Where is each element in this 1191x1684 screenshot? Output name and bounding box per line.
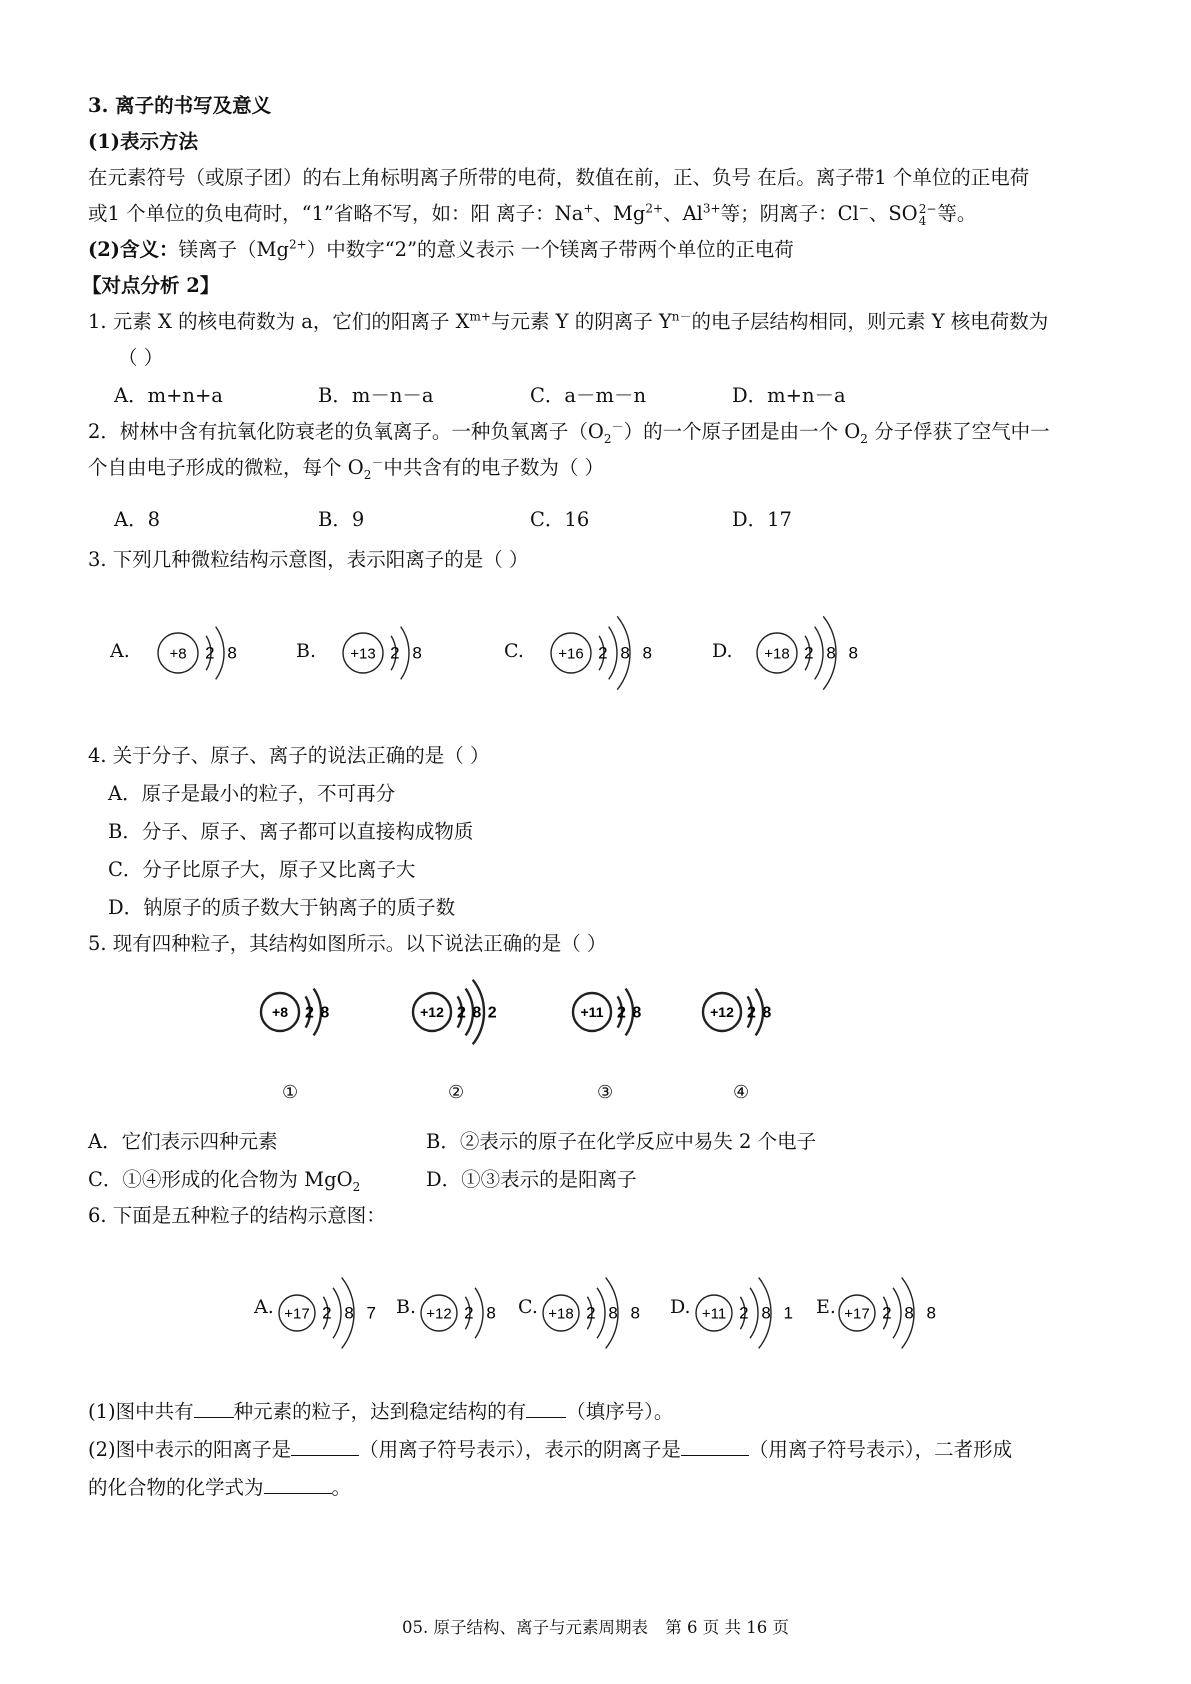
nucleus-charge: +11 [580, 1004, 604, 1021]
diagram-number: ① [282, 1082, 299, 1103]
section-title: 3. 离子的书写及意义 [88, 94, 272, 117]
nucleus-charge: +12 [426, 1305, 452, 1323]
atom-structure-diagram [548, 588, 668, 718]
fill-blank[interactable] [194, 1399, 234, 1418]
atom-structure-diagram [258, 964, 368, 1060]
diagram-number: ② [448, 1082, 465, 1103]
diagram-option-label: D. [712, 640, 733, 662]
paragraph-line: 或1 个单位的负电荷时，“1”省略不写，如：阳 离子：Na+、$Mg^{2+}$、$Al^{3+}$等；阴离子：Cl−、SO 2− 4 等。 [88, 201, 977, 228]
diagram-option-label: E. [816, 1296, 836, 1318]
nucleus-charge: +12 [710, 1004, 734, 1021]
option-c[interactable]: C．①④形成的化合物为 MgO$_2$ [88, 1168, 361, 1194]
atom-structure-diagram [570, 964, 680, 1060]
question-3: 3. 下列几种微粒结构示意图，表示阳离子的是（ ） [88, 548, 529, 571]
diagram-number: ④ [733, 1082, 750, 1103]
answer-paren: （ ） [118, 346, 164, 369]
option-b[interactable]: B．分子、原子、离子都可以直接构成物质 [108, 820, 474, 843]
electron-counts: 2 8 [390, 643, 426, 663]
option-c[interactable]: C．16 [530, 508, 590, 531]
atom-structure-diagram [836, 1250, 956, 1376]
footer-doc-title: 05. 原子结构、离子与元素周期表 [402, 1618, 649, 1637]
electron-counts: 2 8 [617, 1004, 643, 1022]
electron-counts: 2 8 [464, 1303, 500, 1323]
nucleus-charge: +16 [558, 645, 584, 663]
option-c[interactable]: C．分子比原子大，原子又比离子大 [108, 858, 416, 881]
diagram-option-label: C. [504, 640, 524, 662]
fill-blank[interactable] [681, 1437, 749, 1456]
question-2: 2．树林中含有抗氧化防衰老的负氧离子。一种负氧离子$(O_2^-)$的一个原子团是由一个 $O_2$ 分子俘获了空气中一 [88, 419, 1050, 446]
fill-blank[interactable] [526, 1399, 566, 1418]
option-b[interactable]: B．9 [318, 508, 365, 531]
nucleus-charge: +17 [284, 1305, 310, 1323]
analysis-heading: 【对点分析 2】 [82, 274, 220, 297]
question-4: 4. 关于分子、原子、离子的说法正确的是（ ） [88, 744, 490, 767]
electron-counts: 2 8 7 [322, 1303, 380, 1323]
diagram-option-label: D. [670, 1296, 691, 1318]
electron-counts: 2 8 [747, 1004, 773, 1022]
paragraph-line: 在元素符号（或原子团）的右上角标明离子所带的电荷，数值在前，正、负号 在后。离子带1 个单位的正电荷 [88, 166, 1030, 189]
fill-blank[interactable] [291, 1437, 359, 1456]
diagram-option-label: C. [518, 1296, 538, 1318]
diagram-option-label: A. [254, 1296, 274, 1318]
option-c[interactable]: C．a－m－n [530, 384, 647, 407]
atom-structure-diagram [693, 1250, 813, 1376]
atom-structure-diagram [540, 1250, 660, 1376]
atom-structure-diagram [700, 964, 810, 1060]
electron-counts: 2 8 8 [882, 1303, 940, 1323]
atom-structure-diagram [276, 1250, 396, 1376]
atom-structure-diagram [410, 964, 520, 1060]
nucleus-charge: +11 [701, 1305, 727, 1323]
option-a[interactable]: A．它们表示四种元素 [88, 1130, 278, 1153]
electron-counts: 2 8 2 [457, 1004, 498, 1022]
atom-structure-diagram [340, 588, 460, 718]
question-6-part3: 的化合物的化学式为 。 [88, 1476, 352, 1499]
nucleus-charge: +13 [350, 645, 376, 663]
option-d[interactable]: D．m+n－a [732, 384, 846, 407]
question-2-line2: 个自由电子形成的微粒，每个 $O_2^-$中共含有的电子数为（ ） [88, 455, 605, 482]
diagram-option-label: B. [296, 640, 317, 662]
option-a[interactable]: A．8 [114, 508, 160, 531]
option-d[interactable]: D．钠原子的质子数大于钠离子的质子数 [108, 896, 456, 919]
diagram-option-label: B. [396, 1296, 417, 1318]
atom-structure-diagram [754, 588, 874, 718]
electron-counts: 2 8 8 [586, 1303, 644, 1323]
option-a[interactable]: A．原子是最小的粒子，不可再分 [108, 782, 396, 805]
option-d[interactable]: D．17 [732, 508, 792, 531]
option-b[interactable]: B．②表示的原子在化学反应中易失 2 个电子 [426, 1130, 817, 1153]
paragraph-line: (2)含义：镁离子$(Mg^{2+})$中数字“2”的意义表示 一个镁离子带两个单位的正电荷 [88, 237, 794, 261]
electron-counts: 2 8 8 [598, 643, 656, 663]
question-6-part2: (2)图中表示的阳离子是 （用离子符号表示），表示的阴离子是 （用离子符号表示），二者形成 [88, 1438, 1013, 1461]
nucleus-charge: +18 [548, 1305, 574, 1323]
option-b[interactable]: B．m－n－a [318, 384, 434, 407]
question-5: 5. 现有四种粒子，其结构如图所示。以下说法正确的是（ ） [88, 932, 607, 955]
diagram-number: ③ [597, 1082, 614, 1103]
nucleus-charge: +18 [764, 645, 790, 663]
option-a[interactable]: A．m+n+a [114, 384, 223, 407]
electron-counts: 2 8 [305, 1004, 331, 1022]
nucleus-charge: +12 [420, 1004, 444, 1021]
nucleus-charge: +8 [169, 645, 187, 663]
nucleus-charge: +8 [272, 1004, 288, 1021]
question-6: 6. 下面是五种粒子的结构示意图： [88, 1204, 386, 1227]
question-6-part1: (1)图中共有 种元素的粒子，达到稳定结构的有 （填序号）。 [88, 1400, 674, 1423]
electron-counts: 2 8 8 [804, 643, 862, 663]
electron-counts: 2 8 [205, 643, 241, 663]
atom-structure-diagram [155, 588, 275, 718]
fill-blank[interactable] [264, 1475, 332, 1494]
footer-page-number: 第 6 页 共 16 页 [665, 1618, 789, 1637]
nucleus-charge: +17 [844, 1305, 870, 1323]
subsection-title: (1)表示方法 [88, 130, 199, 153]
question-1: 1. 元素 X 的核电荷数为 a，它们的阳离子 $X^{m+}$与元素 Y 的阴离子 $Y^{n-}$的电子层结构相同，则元素 Y 核电荷数为 [88, 309, 1049, 333]
page-footer [0, 1614, 1191, 1638]
electron-counts: 2 8 1 [739, 1303, 797, 1323]
diagram-option-label: A. [110, 640, 130, 662]
option-d[interactable]: D．①③表示的是阳离子 [426, 1168, 637, 1191]
